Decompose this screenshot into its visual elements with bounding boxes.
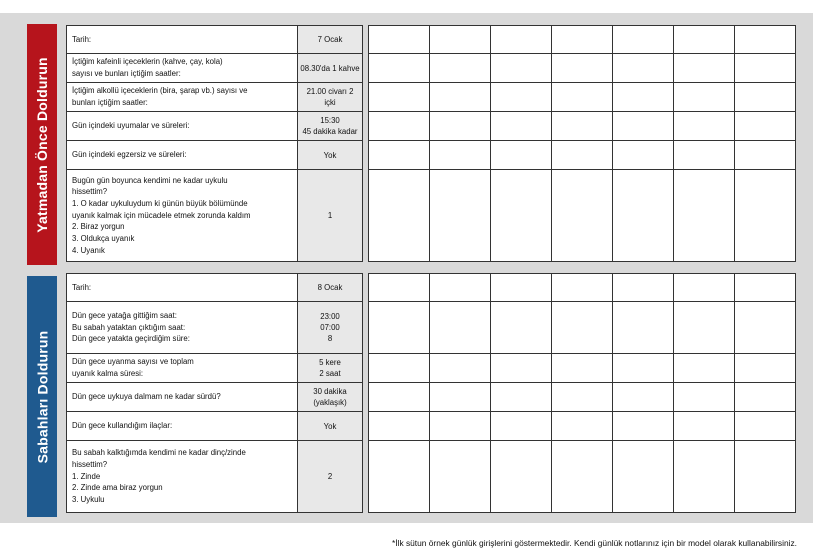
question-cell: Tarih: (67, 274, 298, 302)
entry-cell[interactable] (552, 354, 613, 383)
entry-cell[interactable] (491, 26, 552, 54)
entry-cell[interactable] (674, 170, 735, 262)
question-cell: Gün içindeki uyumalar ve süreleri: (67, 112, 298, 141)
entry-cell[interactable] (552, 383, 613, 412)
entry-cell[interactable] (735, 441, 796, 513)
entry-cell[interactable] (369, 112, 430, 141)
entry-cell[interactable] (369, 383, 430, 412)
question-cell: Dün gece uykuya dalmam ne kadar sürdü? (67, 383, 298, 412)
entry-cell[interactable] (674, 412, 735, 441)
question-cell: İçtiğim kafeinli içeceklerin (kahve, çay, kola) sayısı ve bunları içtiğim saatler: (67, 54, 298, 83)
entry-cell[interactable] (674, 112, 735, 141)
entry-cell[interactable] (552, 141, 613, 170)
entry-cell[interactable] (369, 274, 430, 302)
entry-cell[interactable] (552, 412, 613, 441)
entry-cell[interactable] (674, 54, 735, 83)
entry-cell[interactable] (613, 170, 674, 262)
table-row (369, 54, 796, 83)
entry-cell[interactable] (613, 302, 674, 354)
table-row (67, 112, 363, 141)
answer-cell[interactable]: 08.30'da 1 kahve (298, 54, 363, 83)
entry-cell[interactable] (735, 54, 796, 83)
table-row (67, 302, 363, 354)
entry-cell[interactable] (674, 274, 735, 302)
before-bed-title-band (27, 24, 57, 265)
entry-cell[interactable] (552, 441, 613, 513)
answer-cell[interactable]: 1 (298, 170, 363, 262)
entry-cell[interactable] (430, 274, 491, 302)
table-row (369, 302, 796, 354)
answer-cell[interactable]: 21.00 civarı 2 içki (298, 83, 363, 112)
entry-cell[interactable] (430, 412, 491, 441)
question-cell: Dün gece uyanma sayısı ve toplam uyanık kalma süresi: (67, 354, 298, 383)
table-row (67, 441, 363, 513)
entry-cell[interactable] (491, 83, 552, 112)
answer-cell[interactable]: 30 dakika (yaklaşık) (298, 383, 363, 412)
entry-cell[interactable] (369, 441, 430, 513)
entry-cell[interactable] (674, 383, 735, 412)
table-row (369, 274, 796, 302)
entry-cell[interactable] (430, 302, 491, 354)
answer-cell[interactable]: Yok (298, 412, 363, 441)
entry-cell[interactable] (369, 26, 430, 54)
entry-cell[interactable] (674, 141, 735, 170)
entry-cell[interactable] (491, 302, 552, 354)
answer-cell[interactable]: Yok (298, 141, 363, 170)
question-cell: Dün gece yatağa gittiğim saat: Bu sabah yataktan çıktığım saat: Dün gece yatakta geçirdiğim süre: (67, 302, 298, 354)
entry-cell[interactable] (552, 83, 613, 112)
answer-cell[interactable]: 2 (298, 441, 363, 513)
entry-cell[interactable] (613, 112, 674, 141)
table-row (67, 383, 363, 412)
entry-cell[interactable] (552, 26, 613, 54)
table-row (369, 441, 796, 513)
question-cell: İçtiğim alkollü içeceklerin (bira, şarap vb.) sayısı ve bunları içtiğim saatler: (67, 83, 298, 112)
entry-cell[interactable] (430, 83, 491, 112)
entry-cell[interactable] (491, 54, 552, 83)
entry-cell[interactable] (552, 54, 613, 83)
footnote: *İlk sütun örnek günlük girişlerini göstermektedir. Kendi günlük notlarınız için bir model olarak kullanabilirsiniz. (392, 538, 797, 548)
entry-cell[interactable] (491, 354, 552, 383)
entry-cell[interactable] (735, 274, 796, 302)
entry-cell[interactable] (735, 383, 796, 412)
table-row (67, 26, 363, 54)
question-cell: Dün gece kullandığım ilaçlar: (67, 412, 298, 441)
entry-cell[interactable] (552, 274, 613, 302)
table-row (67, 170, 363, 262)
entry-cell[interactable] (369, 302, 430, 354)
entry-cell[interactable] (735, 141, 796, 170)
entry-cell[interactable] (613, 354, 674, 383)
entry-cell[interactable] (369, 170, 430, 262)
entry-cell[interactable] (613, 26, 674, 54)
morning-title: Sabahları Doldurun (34, 330, 51, 463)
entry-cell[interactable] (613, 141, 674, 170)
table-row (67, 274, 363, 302)
question-cell: Bu sabah kalktığımda kendimi ne kadar dinç/zinde hissettim? 1. Zinde 2. Zinde ama biraz yorgun 3. Uykulu (67, 441, 298, 513)
entry-cell[interactable] (735, 83, 796, 112)
entry-cell[interactable] (735, 412, 796, 441)
entry-cell[interactable] (674, 354, 735, 383)
entry-cell[interactable] (430, 170, 491, 262)
entry-cell[interactable] (430, 354, 491, 383)
before-bed-question-table (66, 25, 363, 262)
entry-cell[interactable] (430, 383, 491, 412)
entry-cell[interactable] (735, 354, 796, 383)
table-row (369, 112, 796, 141)
answer-cell[interactable]: 7 Ocak (298, 26, 363, 54)
entry-cell[interactable] (491, 383, 552, 412)
table-row (67, 83, 363, 112)
entry-cell[interactable] (491, 141, 552, 170)
entry-cell[interactable] (491, 412, 552, 441)
question-cell: Gün içindeki egzersiz ve süreleri: (67, 141, 298, 170)
before-bed-entry-grid (368, 25, 796, 262)
entry-cell[interactable] (491, 274, 552, 302)
table-row (67, 141, 363, 170)
entry-cell[interactable] (430, 141, 491, 170)
entry-cell[interactable] (613, 54, 674, 83)
question-cell: Tarih: (67, 26, 298, 54)
table-row (67, 354, 363, 383)
morning-title-band (27, 276, 57, 517)
answer-cell[interactable]: 15:30 45 dakika kadar (298, 112, 363, 141)
entry-cell[interactable] (674, 302, 735, 354)
table-row (67, 412, 363, 441)
entry-cell[interactable] (491, 170, 552, 262)
entry-cell[interactable] (491, 112, 552, 141)
entry-cell[interactable] (613, 83, 674, 112)
answer-cell[interactable]: 23:00 07:00 8 (298, 302, 363, 354)
table-row (369, 412, 796, 441)
before-bed-title: Yatmadan Önce Doldurun (34, 56, 51, 233)
entry-cell[interactable] (369, 412, 430, 441)
table-row (369, 26, 796, 54)
entry-cell[interactable] (491, 441, 552, 513)
entry-cell[interactable] (613, 441, 674, 513)
entry-cell[interactable] (674, 83, 735, 112)
morning-question-table (66, 273, 363, 513)
entry-cell[interactable] (552, 170, 613, 262)
entry-cell[interactable] (735, 112, 796, 141)
table-row (369, 383, 796, 412)
entry-cell[interactable] (674, 441, 735, 513)
table-row (369, 141, 796, 170)
entry-cell[interactable] (613, 274, 674, 302)
entry-cell[interactable] (369, 83, 430, 112)
entry-cell[interactable] (430, 26, 491, 54)
entry-cell[interactable] (430, 441, 491, 513)
table-row (369, 83, 796, 112)
entry-cell[interactable] (430, 54, 491, 83)
entry-cell[interactable] (735, 302, 796, 354)
entry-cell[interactable] (613, 383, 674, 412)
entry-cell[interactable] (369, 141, 430, 170)
entry-cell[interactable] (735, 26, 796, 54)
entry-cell[interactable] (735, 170, 796, 262)
entry-cell[interactable] (613, 412, 674, 441)
entry-cell[interactable] (430, 112, 491, 141)
question-cell: Bugün gün boyunca kendimi ne kadar uykulu hissettim? 1. O kadar uykuluydum ki günün büyük bölümünde uyanık kalmak için mücadele etmek zorunda kaldım 2. Biraz yorgun 3. Oldukça uyanık 4. Uyanık (67, 170, 298, 262)
entry-cell[interactable] (674, 26, 735, 54)
answer-cell[interactable]: 5 kere 2 saat (298, 354, 363, 383)
table-row (369, 170, 796, 262)
entry-cell[interactable] (369, 354, 430, 383)
morning-entry-grid (368, 273, 796, 513)
entry-cell[interactable] (369, 54, 430, 83)
answer-cell[interactable]: 8 Ocak (298, 274, 363, 302)
table-row (67, 54, 363, 83)
entry-cell[interactable] (552, 302, 613, 354)
table-row (369, 354, 796, 383)
entry-cell[interactable] (552, 112, 613, 141)
